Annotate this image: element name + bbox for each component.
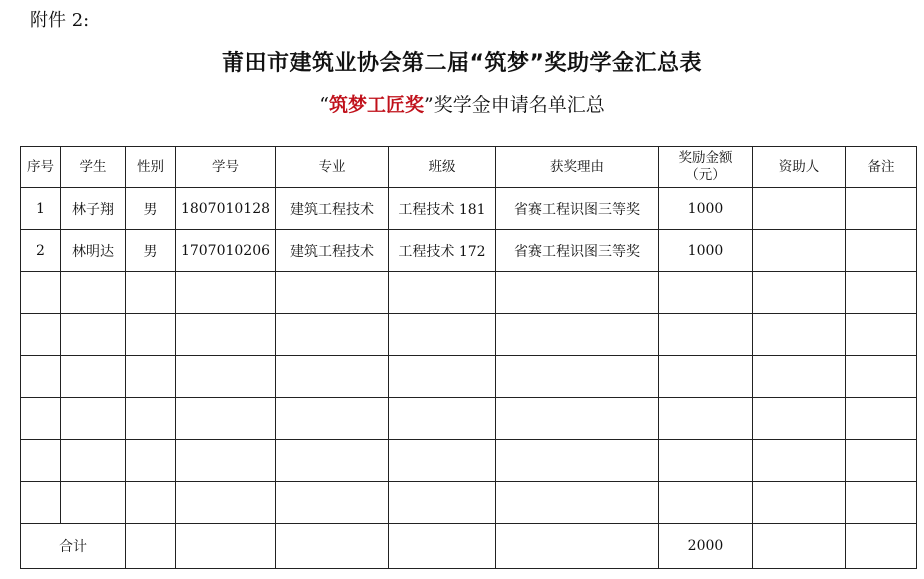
- empty-cell: [846, 356, 917, 398]
- empty-cell: [126, 482, 176, 524]
- empty-cell: [21, 272, 61, 314]
- summary-table: [20, 146, 917, 569]
- cell-student-id: 1707010206: [176, 230, 276, 272]
- header-cell-amount: [659, 147, 753, 188]
- empty-cell: [496, 272, 659, 314]
- empty-cell: [753, 398, 846, 440]
- header-cell-major: 专业: [276, 147, 389, 188]
- empty-cell: [61, 482, 126, 524]
- header-cell-student: 学生: [61, 147, 126, 188]
- empty-cell: [389, 314, 496, 356]
- cell-student: 林明达: [61, 230, 126, 272]
- empty-cell: [21, 440, 61, 482]
- header-cell-reason: 获奖理由: [496, 147, 659, 188]
- cell-sponsor: [753, 188, 846, 230]
- header-cell-student-id: 学号: [176, 147, 276, 188]
- header-cell-index: 序号: [21, 147, 61, 188]
- empty-cell: [61, 356, 126, 398]
- empty-table-row: [21, 356, 917, 398]
- empty-cell: [659, 272, 753, 314]
- empty-cell: [276, 314, 389, 356]
- total-empty-cell: [276, 524, 389, 569]
- empty-table-row: [21, 314, 917, 356]
- empty-cell: [496, 440, 659, 482]
- empty-cell: [276, 356, 389, 398]
- empty-cell: [21, 356, 61, 398]
- empty-cell: [389, 398, 496, 440]
- empty-table-row: [21, 272, 917, 314]
- table-row: [21, 230, 917, 272]
- empty-cell: [126, 440, 176, 482]
- header-amount-unit: （元）: [685, 167, 726, 183]
- subtitle-rest: ”奖学金申请名单汇总: [424, 94, 605, 116]
- empty-cell: [176, 272, 276, 314]
- document-title: 莆田市建筑业协会第二届“筑梦”奖助学金汇总表: [222, 51, 702, 76]
- empty-cell: [276, 440, 389, 482]
- empty-cell: [753, 272, 846, 314]
- total-amount: 2000: [659, 524, 753, 569]
- empty-cell: [389, 356, 496, 398]
- empty-cell: [21, 398, 61, 440]
- empty-cell: [126, 314, 176, 356]
- total-empty-cell: [389, 524, 496, 569]
- total-empty-cell: [846, 524, 917, 569]
- table-body: [21, 188, 917, 524]
- cell-gender: 男: [126, 230, 176, 272]
- empty-table-row: [21, 482, 917, 524]
- subtitle-open-quote: “: [319, 94, 329, 116]
- empty-cell: [846, 272, 917, 314]
- cell-student-id: 1807010128: [176, 188, 276, 230]
- cell-index: 2: [21, 230, 61, 272]
- empty-cell: [496, 398, 659, 440]
- cell-major: 建筑工程技术: [276, 188, 389, 230]
- empty-cell: [276, 482, 389, 524]
- empty-cell: [659, 440, 753, 482]
- cell-reason: 省赛工程识图三等奖: [496, 188, 659, 230]
- empty-cell: [659, 482, 753, 524]
- empty-cell: [389, 482, 496, 524]
- empty-cell: [126, 356, 176, 398]
- cell-sponsor: [753, 230, 846, 272]
- empty-cell: [126, 398, 176, 440]
- empty-table-row: [21, 398, 917, 440]
- cell-major: 建筑工程技术: [276, 230, 389, 272]
- empty-cell: [753, 482, 846, 524]
- empty-cell: [21, 482, 61, 524]
- header-cell-gender: 性别: [126, 147, 176, 188]
- empty-cell: [176, 356, 276, 398]
- subtitle-highlight: 筑梦工匠奖: [328, 94, 424, 116]
- cell-remark: [846, 188, 917, 230]
- total-label: 合计: [21, 524, 126, 569]
- total-empty-cell: [126, 524, 176, 569]
- header-cell-sponsor: 资助人: [753, 147, 846, 188]
- empty-cell: [496, 314, 659, 356]
- empty-cell: [659, 356, 753, 398]
- cell-amount: 1000: [659, 230, 753, 272]
- empty-cell: [61, 314, 126, 356]
- empty-cell: [176, 440, 276, 482]
- empty-cell: [846, 398, 917, 440]
- cell-class: 工程技术 181: [389, 188, 496, 230]
- cell-index: 1: [21, 188, 61, 230]
- empty-cell: [276, 398, 389, 440]
- empty-cell: [846, 314, 917, 356]
- cell-student: 林子翔: [61, 188, 126, 230]
- table-row: [21, 188, 917, 230]
- empty-cell: [389, 440, 496, 482]
- empty-cell: [496, 356, 659, 398]
- empty-cell: [61, 440, 126, 482]
- total-row: [21, 524, 917, 569]
- document-subtitle: [0, 90, 924, 117]
- empty-cell: [176, 398, 276, 440]
- empty-cell: [753, 314, 846, 356]
- empty-cell: [21, 314, 61, 356]
- cell-gender: 男: [126, 188, 176, 230]
- cell-reason: 省赛工程识图三等奖: [496, 230, 659, 272]
- total-empty-cell: [496, 524, 659, 569]
- total-empty-cell: [176, 524, 276, 569]
- empty-cell: [659, 398, 753, 440]
- empty-cell: [61, 398, 126, 440]
- empty-cell: [753, 440, 846, 482]
- empty-cell: [496, 482, 659, 524]
- cell-class: 工程技术 172: [389, 230, 496, 272]
- empty-cell: [176, 314, 276, 356]
- table-header-row: [21, 147, 917, 188]
- empty-cell: [61, 272, 126, 314]
- attachment-label: 附件 2:: [30, 10, 90, 31]
- empty-cell: [753, 356, 846, 398]
- empty-cell: [126, 272, 176, 314]
- header-amount-label: 奖励金额: [678, 150, 733, 166]
- header-cell-remark: 备注: [846, 147, 917, 188]
- empty-cell: [176, 482, 276, 524]
- empty-table-row: [21, 440, 917, 482]
- empty-cell: [846, 440, 917, 482]
- empty-cell: [846, 482, 917, 524]
- empty-cell: [389, 272, 496, 314]
- empty-cell: [276, 272, 389, 314]
- total-empty-cell: [753, 524, 846, 569]
- header-cell-class: 班级: [389, 147, 496, 188]
- empty-cell: [659, 314, 753, 356]
- cell-remark: [846, 230, 917, 272]
- cell-amount: 1000: [659, 188, 753, 230]
